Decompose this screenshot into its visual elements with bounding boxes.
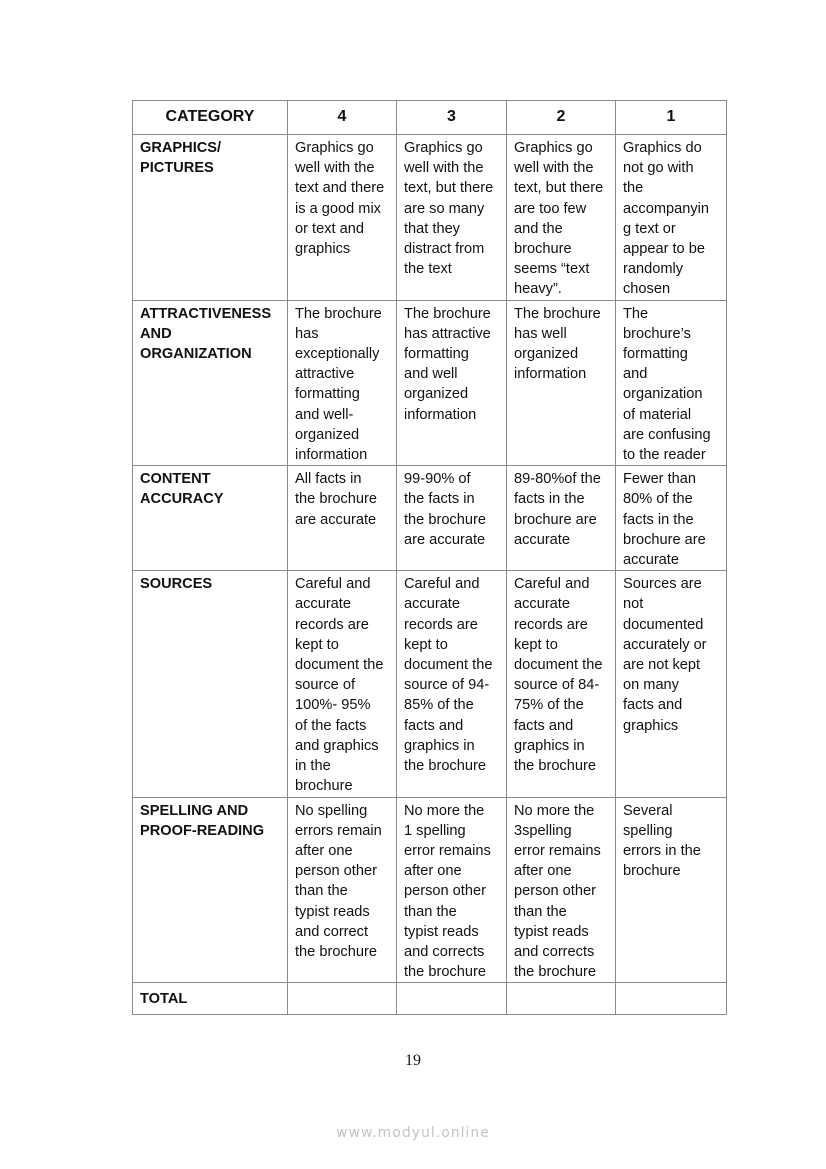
category-cell: GRAPHICS/ PICTURES bbox=[133, 135, 288, 301]
table-row bbox=[133, 300, 727, 466]
score-3-cell: Careful and accurate records are kept to document the source of 94- 85% of the facts and graphics in the brochure bbox=[397, 571, 507, 797]
score-3-cell: No more the 1 spelling error remains after one person other than the typist reads and corrects the brochure bbox=[397, 797, 507, 983]
score-2-cell: Graphics go well with the text, but there are too few and the brochure seems “text heavy”. bbox=[507, 135, 616, 301]
category-cell: SOURCES bbox=[133, 571, 288, 797]
category-cell: SPELLING AND PROOF-READING bbox=[133, 797, 288, 983]
table-row bbox=[133, 466, 727, 571]
score-4-cell: Careful and accurate records are kept to document the source of 100%- 95% of the facts and graphics in the brochure bbox=[288, 571, 397, 797]
score-2-cell: 89-80%of the facts in the brochure are accurate bbox=[507, 466, 616, 571]
category-cell: CONTENT ACCURACY bbox=[133, 466, 288, 571]
score-1-cell: Sources are not documented accurately or are not kept on many facts and graphics bbox=[616, 571, 727, 797]
score-1-cell: The brochure’s formatting and organization of material are confusing to the reader bbox=[616, 300, 727, 466]
total-row bbox=[133, 983, 727, 1015]
score-4-cell: All facts in the brochure are accurate bbox=[288, 466, 397, 571]
score-3-cell: Graphics go well with the text, but there are so many that they distract from the text bbox=[397, 135, 507, 301]
total-label: TOTAL bbox=[133, 983, 288, 1015]
score-4-cell: No spelling errors remain after one person other than the typist reads and correct the brochure bbox=[288, 797, 397, 983]
rubric-table bbox=[132, 100, 727, 1015]
watermark: www.modyul.online bbox=[336, 1125, 490, 1141]
score-3-cell: 99-90% of the facts in the brochure are accurate bbox=[397, 466, 507, 571]
table-row bbox=[133, 571, 727, 797]
header-score-1: 1 bbox=[616, 101, 727, 135]
total-score-1-cell bbox=[616, 983, 727, 1015]
total-score-3-cell bbox=[397, 983, 507, 1015]
category-cell: ATTRACTIVENESS AND ORGANIZATION bbox=[133, 300, 288, 466]
score-2-cell: No more the 3spelling error remains after one person other than the typist reads and corrects the brochure bbox=[507, 797, 616, 983]
score-1-cell: Graphics do not go with the accompanyin g text or appear to be randomly chosen bbox=[616, 135, 727, 301]
score-2-cell: The brochure has well organized information bbox=[507, 300, 616, 466]
score-3-cell: The brochure has attractive formatting and well organized information bbox=[397, 300, 507, 466]
table-row bbox=[133, 797, 727, 983]
score-4-cell: The brochure has exceptionally attractive formatting and well- organized information bbox=[288, 300, 397, 466]
table-row bbox=[133, 135, 727, 301]
score-2-cell: Careful and accurate records are kept to document the source of 84- 75% of the facts and graphics in the brochure bbox=[507, 571, 616, 797]
score-1-cell: Fewer than 80% of the facts in the brochure are accurate bbox=[616, 466, 727, 571]
header-row bbox=[133, 101, 727, 135]
header-category: CATEGORY bbox=[133, 101, 288, 135]
total-score-4-cell bbox=[288, 983, 397, 1015]
score-1-cell: Several spelling errors in the brochure bbox=[616, 797, 727, 983]
score-4-cell: Graphics go well with the text and there is a good mix or text and graphics bbox=[288, 135, 397, 301]
header-score-4: 4 bbox=[288, 101, 397, 135]
page-number: 19 bbox=[405, 1052, 421, 1069]
header-score-2: 2 bbox=[507, 101, 616, 135]
total-score-2-cell bbox=[507, 983, 616, 1015]
header-score-3: 3 bbox=[397, 101, 507, 135]
